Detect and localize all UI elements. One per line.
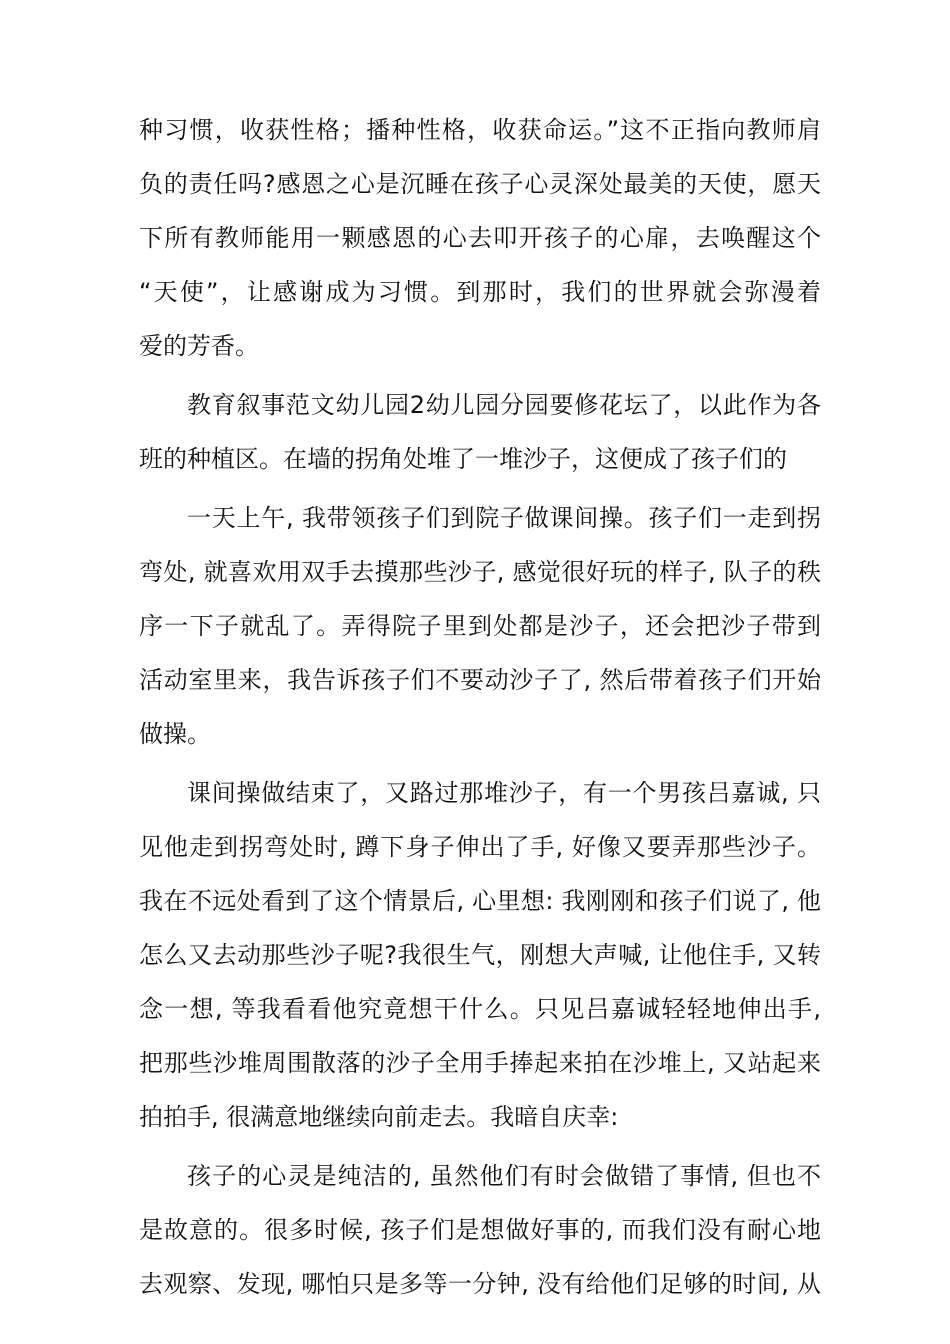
body-text: [139, 103, 821, 1311]
text-line: 是故意的。很多时候, 孩子们是想做好事的, 而我们没有耐心地: [139, 1216, 821, 1244]
text-line: 负的责任吗?感恩之心是沉睡在孩子心灵深处最美的天使，愿天: [139, 170, 821, 198]
text-line: 弯处, 就喜欢用双手去摸那些沙子, 感觉很好玩的样子, 队子的秩: [139, 558, 821, 586]
text-line: 教育叙事范文幼儿园2幼儿园分园要修花坛了，以此作为各: [187, 391, 821, 419]
text-line: 序一下子就乱了。弄得院子里到处都是沙子，还会把沙子带到: [139, 612, 821, 640]
text-line: 拍拍手, 很满意地继续向前走去。我暗自庆幸:: [139, 1103, 619, 1131]
text-line: 做操。: [139, 720, 211, 748]
text-line: 我在不远处看到了这个情景后, 心里想: 我刚刚和孩子们说了, 他: [139, 887, 821, 915]
text-line: 孩子的心灵是纯洁的, 虽然他们有时会做错了事情, 但也不: [187, 1162, 821, 1190]
text-line: 种习惯，收获性格；播种性格，收获命运。”这不正指向教师肩: [139, 116, 821, 144]
text-line: 念一想, 等我看看他究竟想干什么。只见吕嘉诚轻轻地伸出手,: [139, 995, 821, 1023]
text-line: 班的种植区。在墙的拐角处堆了一堆沙子，这便成了孩子们的: [139, 445, 787, 473]
text-line: 活动室里来，我告诉孩子们不要动沙子了, 然后带着孩子们开始: [139, 666, 821, 694]
text-line: 去观察、发现, 哪怕只是多等一分钟, 没有给他们足够的时间, 从: [139, 1270, 821, 1298]
text-line: 把那些沙堆周围散落的沙子全用手捧起来拍在沙堆上, 又站起来: [139, 1049, 821, 1077]
text-line: 爱的芳香。: [139, 332, 259, 360]
text-line: 课间操做结束了，又路过那堆沙子，有一个男孩吕嘉诚, 只: [187, 779, 821, 807]
text-line: 一天上午, 我带领孩子们到院子做课间操。孩子们一走到拐: [187, 504, 821, 532]
text-line: “天使”，让感谢成为习惯。到那时，我们的世界就会弥漫着: [139, 278, 821, 306]
text-line: 下所有教师能用一颗感恩的心去叩开孩子的心扉，去唤醒这个: [139, 224, 821, 252]
text-line: 见他走到拐弯处时, 蹲下身子伸出了手, 好像又要弄那些沙子。: [139, 833, 821, 861]
text-line: 怎么又去动那些沙子呢?我很生气，刚想大声喊, 让他住手, 又转: [139, 941, 821, 969]
